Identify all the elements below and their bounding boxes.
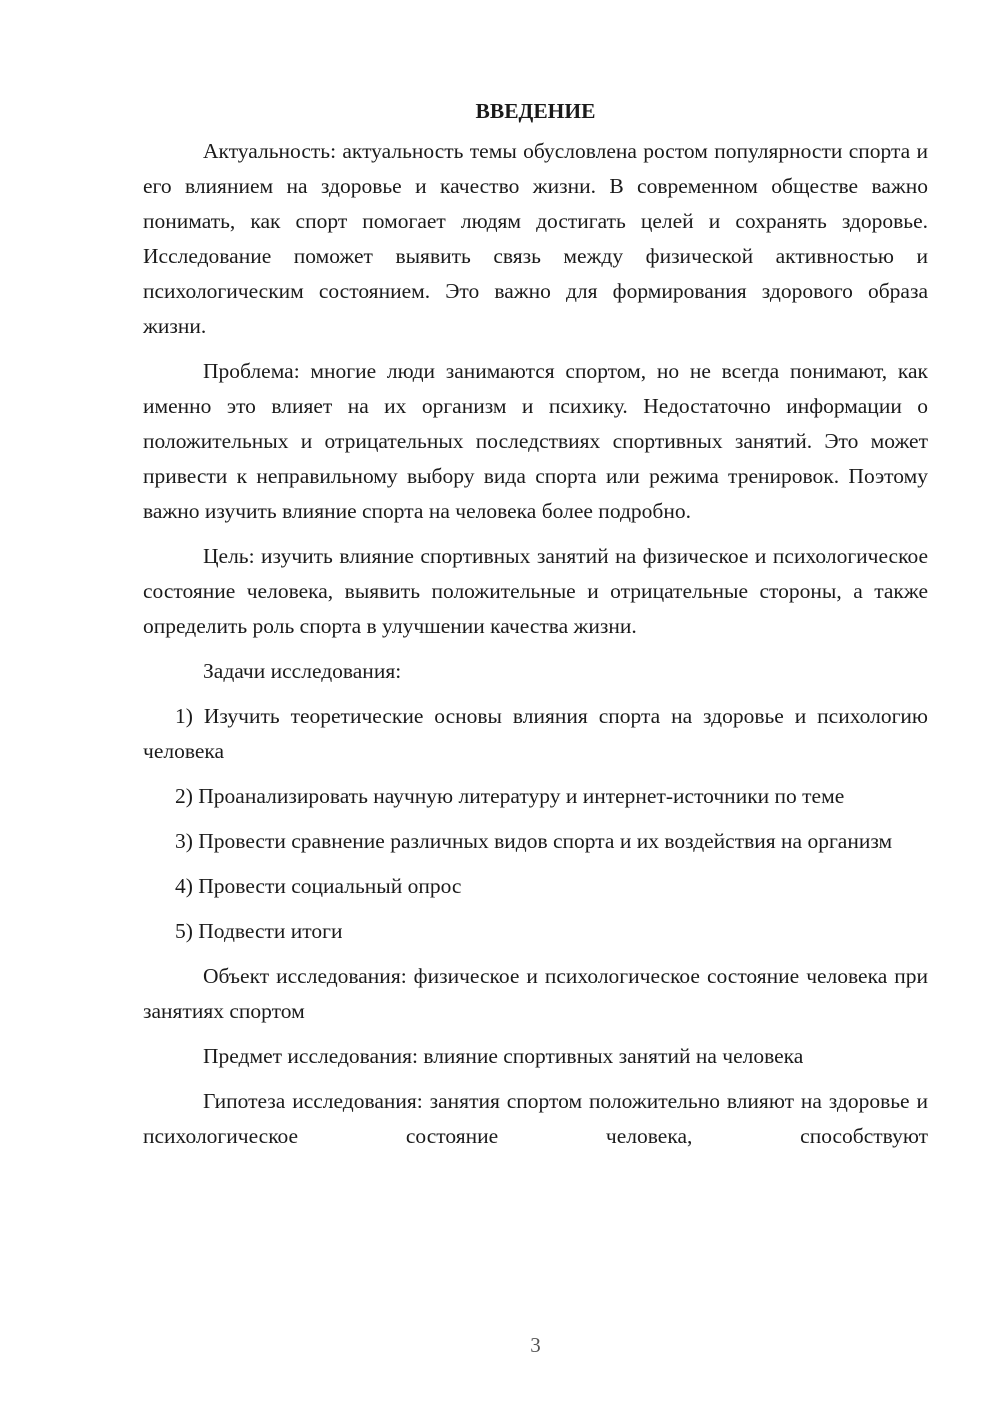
problem-paragraph: Проблема: многие люди занимаются спортом, но не всегда понимают, как именно это влияет на их организм и психику. Недостаточно информации о положительных и отрицательных последствиях спортивных занятий. Это может привести к неправильному выбору вида спорта или режима тренировок. Поэтому важно изучить влияние спорта на человека более подробно.: [143, 359, 928, 523]
relevance-paragraph: Актуальность: актуальность темы обусловлена ростом популярности спорта и его влиянием на здоровье и качество жизни. В современном обществе важно понимать, как спорт помогает людям достигать целей и сохранять здоровье. Исследование поможет выявить связь между физической активностью и психологическим состоянием. Это важно для формирования здорового образа жизни.: [143, 139, 928, 338]
task-item-1: 1) Изучить теоретические основы влияния спорта на здоровье и психологию человека: [143, 704, 928, 763]
goal-paragraph: Цель: изучить влияние спортивных занятий на физическое и психологическое состояние человека, выявить положительные и отрицательные стороны, а также определить роль спорта в улучшении качества жизни.: [143, 544, 928, 638]
subject-paragraph: Предмет исследования: влияние спортивных занятий на человека: [203, 1044, 804, 1068]
hypothesis-paragraph: Гипотеза исследования: занятия спортом положительно влияют на здоровье и психологическое состояние человека, способствуют: [143, 1089, 928, 1148]
tasks-heading: Задачи исследования:: [203, 659, 402, 683]
page-body: [143, 96, 928, 1164]
task-item-3: 3) Провести сравнение различных видов спорта и их воздействия на организм: [175, 829, 893, 853]
section-heading: ВВЕДЕНИЕ: [475, 99, 596, 123]
task-item-2: 2) Проанализировать научную литературу и интернет-источники по теме: [175, 784, 845, 808]
page-number: 3: [530, 1333, 541, 1357]
object-paragraph: Объект исследования: физическое и психологическое состояние человека при занятиях спортом: [143, 964, 928, 1023]
task-item-4: 4) Провести социальный опрос: [175, 874, 462, 898]
task-item-5: 5) Подвести итоги: [175, 919, 343, 943]
